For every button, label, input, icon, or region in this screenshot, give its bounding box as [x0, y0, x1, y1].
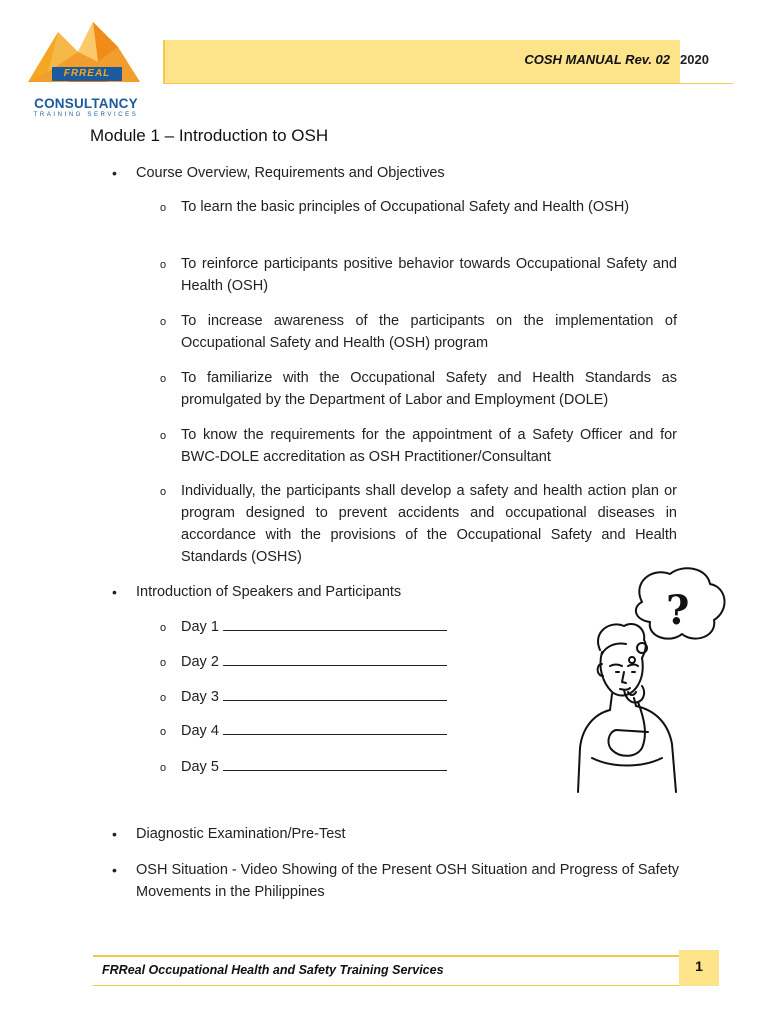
- svg-text:?: ?: [666, 587, 690, 634]
- objective-text: To increase awareness of the participants on the implementation of Occupational Safety and Health (OSH) program: [181, 313, 677, 351]
- bullet-dot: •: [112, 862, 117, 878]
- day-blank-line[interactable]: [223, 616, 447, 631]
- bullet-dot: •: [112, 165, 117, 181]
- day-blank-line[interactable]: [223, 686, 447, 701]
- objective-text: Individually, the participants shall develop a safety and health action plan or program designed to prevent accidents and occupational diseases in accordance with the provisions of the Occupational Safety and Health Standards (OSHS): [181, 483, 677, 565]
- sub-bullet: o: [160, 762, 167, 774]
- sub-bullet: o: [160, 259, 167, 271]
- manual-year: 2020: [680, 52, 709, 67]
- module-title: Module 1 – Introduction to OSH: [90, 126, 329, 145]
- day-label: Day 4: [181, 723, 219, 739]
- sub-bullet: o: [160, 657, 167, 669]
- objective-text: To know the requirements for the appointment of a Safety Officer and for BWC-DOLE accreditation as OSH Practitioner/Consultant: [181, 427, 677, 465]
- sub-bullet: o: [160, 622, 167, 634]
- day-label: Day 2: [181, 654, 219, 670]
- page-number: 1: [695, 958, 703, 974]
- sub-bullet: o: [160, 373, 167, 385]
- footer-divider: [93, 955, 679, 957]
- day-label: Day 5: [181, 759, 219, 775]
- logo-mountain-graphic: [18, 12, 150, 96]
- footer-bottom-line: [93, 985, 679, 986]
- header-bar: [163, 40, 680, 83]
- bullet-dot: •: [112, 584, 117, 600]
- bullet-text: Diagnostic Examination/Pre-Test: [136, 826, 346, 842]
- sub-bullet: o: [160, 202, 167, 214]
- day-blank-line[interactable]: [223, 651, 447, 666]
- sub-bullet: o: [160, 692, 167, 704]
- day-label: Day 1: [181, 619, 219, 635]
- sub-bullet: o: [160, 726, 167, 738]
- sub-bullet: o: [160, 486, 167, 498]
- bullet-text: Course Overview, Requirements and Objectives: [136, 165, 445, 181]
- company-logo: [18, 12, 150, 118]
- logo-badge: FRREAL: [52, 67, 122, 81]
- page-number-box: [679, 950, 719, 986]
- day-blank-line[interactable]: [223, 756, 447, 771]
- objective-text: To reinforce participants positive behavior towards Occupational Safety and Health (OSH): [181, 256, 677, 294]
- objective-text: To familiarize with the Occupational Safety and Health Standards as promulgated by the Department of Labor and Employment (DOLE): [181, 370, 677, 408]
- bullet-text: Introduction of Speakers and Participants: [136, 584, 402, 600]
- header-divider: [163, 83, 733, 84]
- manual-title: COSH MANUAL Rev. 02: [524, 52, 670, 67]
- thinking-person-illustration: [572, 562, 752, 802]
- sub-bullet: o: [160, 430, 167, 442]
- logo-tagline: TRAINING SERVICES: [33, 112, 139, 118]
- day-blank-line[interactable]: [223, 720, 447, 735]
- bullet-dot: •: [112, 826, 117, 842]
- bullet-text: OSH Situation - Video Showing of the Present OSH Situation and Progress of Safety Movements in the Philippines: [136, 862, 679, 900]
- day-label: Day 3: [181, 689, 219, 705]
- sub-bullet: o: [160, 316, 167, 328]
- footer-organization: FRReal Occupational Health and Safety Training Services: [102, 963, 444, 977]
- objective-text: To learn the basic principles of Occupational Safety and Health (OSH): [181, 199, 630, 215]
- logo-wordmark: CONSULTANCY: [34, 96, 138, 111]
